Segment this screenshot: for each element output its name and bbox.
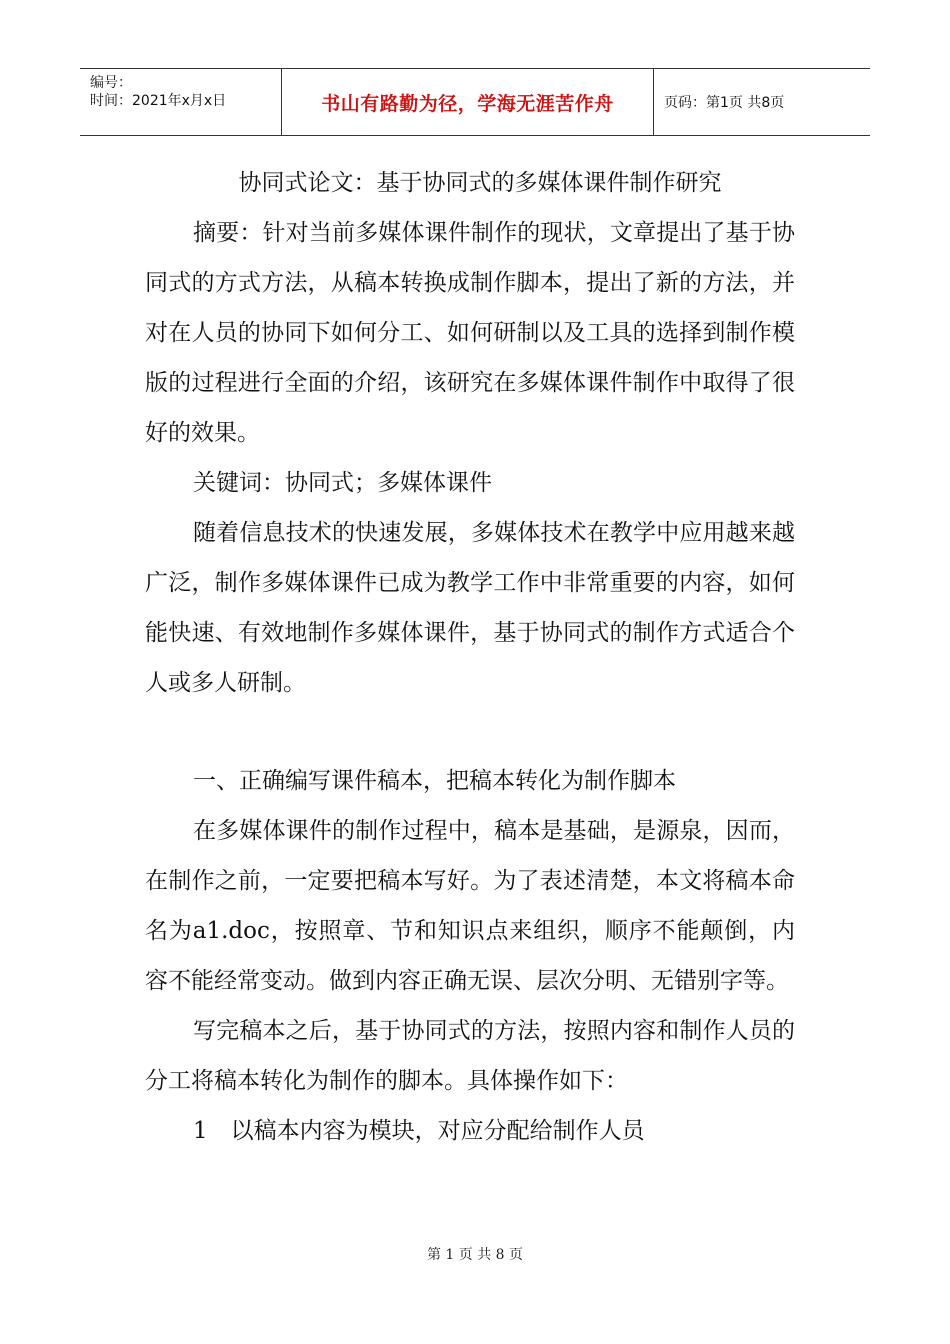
abstract-paragraph: 摘要：针对当前多媒体课件制作的现状，文章提出了基于协同式的方式方法，从稿本转换成制作脚本，提出了新的方法，并对在人员的协同下如何分工、如何研制以及工具的选择到制作模版的过程进行全面的介绍，该研究在多媒体课件制作中取得了很好的效果。 xyxy=(145,220,795,446)
section-paragraph-1: 在多媒体课件的制作过程中，稿本是基础，是源泉，因而，在制作之前，一定要把稿本写好。为了表述清楚，本文将稿本命名为a1.doc，按照章、节和知识点来组织，顺序不能颠倒，内容不能经常变动。做到内容正确无误、层次分明、无错别字等。 xyxy=(145,818,795,994)
header-meta-cell xyxy=(80,69,282,135)
header-page-info: 页码：第1页 共8页 xyxy=(664,95,785,111)
document-number-label: 编号： xyxy=(90,75,132,91)
section-heading: 一、正确编写课件稿本，把稿本转化为制作脚本 xyxy=(193,768,676,794)
section-paragraph-2: 写完稿本之后，基于协同式的方法，按照内容和制作人员的分工将稿本转化为制作的脚本。具体操作如下： xyxy=(145,1018,795,1094)
section-spacer xyxy=(145,708,795,756)
page-footer: 第 1 页 共 8 页 xyxy=(426,1247,524,1263)
document-body xyxy=(145,158,795,1156)
keywords-paragraph: 关键词：协同式；多媒体课件 xyxy=(193,470,492,496)
intro-paragraph: 随着信息技术的快速发展，多媒体技术在教学中应用越来越广泛，制作多媒体课件已成为教学工作中非常重要的内容，如何能快速、有效地制作多媒体课件，基于协同式的制作方式适合个人或多人研制。 xyxy=(145,520,795,696)
document-title: 协同式论文：基于协同式的多媒体课件制作研究 xyxy=(238,170,722,196)
header-table xyxy=(80,68,870,136)
header-motto: 书山有路勤为径，学海无涯苦作舟 xyxy=(282,69,654,135)
document-time-label: 时间：2021年x月x日 xyxy=(90,93,227,109)
list-item-1: 1 以稿本内容为模块，对应分配给制作人员 xyxy=(193,1118,645,1144)
